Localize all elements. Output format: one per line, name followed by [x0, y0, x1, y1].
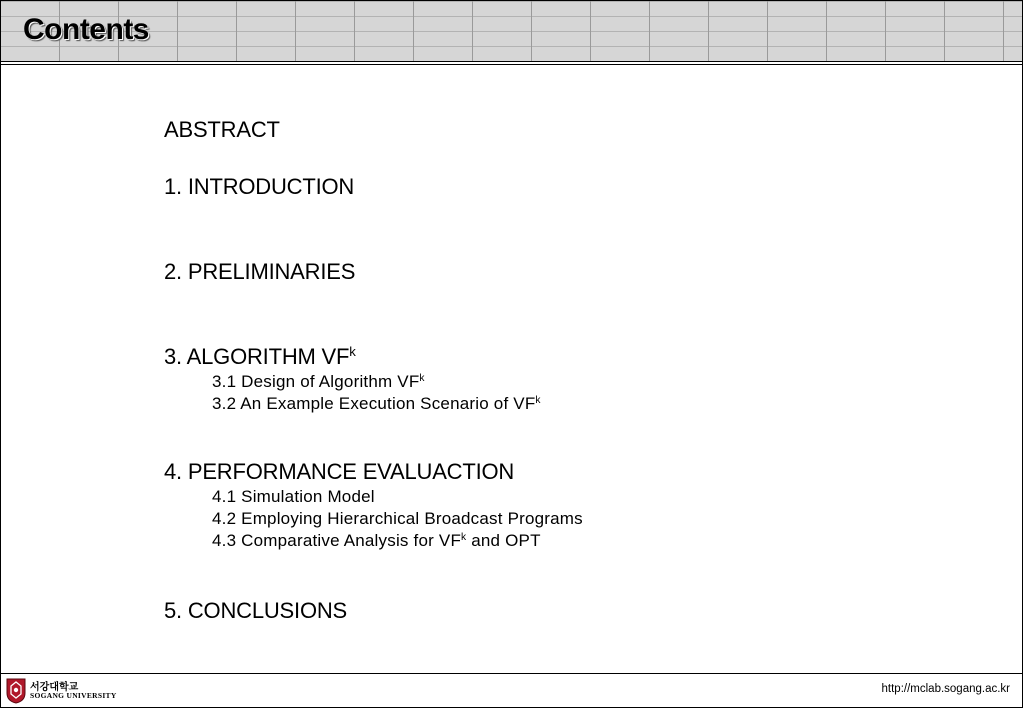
- toc-3-1-label: 3.1 Design of Algorithm VF: [212, 372, 420, 391]
- page-title: Contents: [23, 13, 149, 46]
- toc-algorithm: [164, 344, 356, 370]
- header-divider: [1, 64, 1022, 65]
- toc-3-2-label: 3.2 An Example Execution Scenario of VF: [212, 394, 536, 413]
- toc-4-3: [212, 531, 541, 551]
- toc-abstract: ABSTRACT: [164, 117, 280, 142]
- toc-3-2: [212, 394, 541, 414]
- toc-introduction: 1. INTRODUCTION: [164, 174, 355, 199]
- toc-performance-evaluation: 4. PERFORMANCE EVALUACTION: [164, 459, 515, 484]
- sogang-university-emblem-icon: [6, 678, 26, 704]
- toc-4-3-after: and OPT: [466, 531, 541, 550]
- toc-4-3-sup: k: [461, 531, 467, 543]
- toc-4-1: 4.1 Simulation Model: [212, 487, 375, 506]
- university-logo: [6, 678, 117, 704]
- footer-divider: [1, 673, 1022, 674]
- toc-3-1-sup: k: [419, 372, 425, 384]
- footer-url[interactable]: http://mclab.sogang.ac.kr: [881, 683, 1010, 695]
- logo-english-text: SOGANG UNIVERSITY: [30, 691, 117, 700]
- toc-3-1: [212, 372, 425, 392]
- toc-3-2-sup: k: [535, 394, 541, 406]
- toc-preliminaries: 2. PRELIMINARIES: [164, 259, 356, 284]
- toc-4-2: 4.2 Employing Hierarchical Broadcast Programs: [212, 509, 583, 528]
- header-bar: [1, 1, 1022, 62]
- logo-korean-text: 서강대학교: [30, 682, 79, 693]
- toc-4-3-label: 4.3 Comparative Analysis for VF: [212, 531, 462, 550]
- toc-algorithm-sup: k: [349, 344, 356, 360]
- toc-algorithm-label: 3. ALGORITHM VF: [164, 344, 350, 369]
- toc-conclusions: 5. CONCLUSIONS: [164, 598, 348, 623]
